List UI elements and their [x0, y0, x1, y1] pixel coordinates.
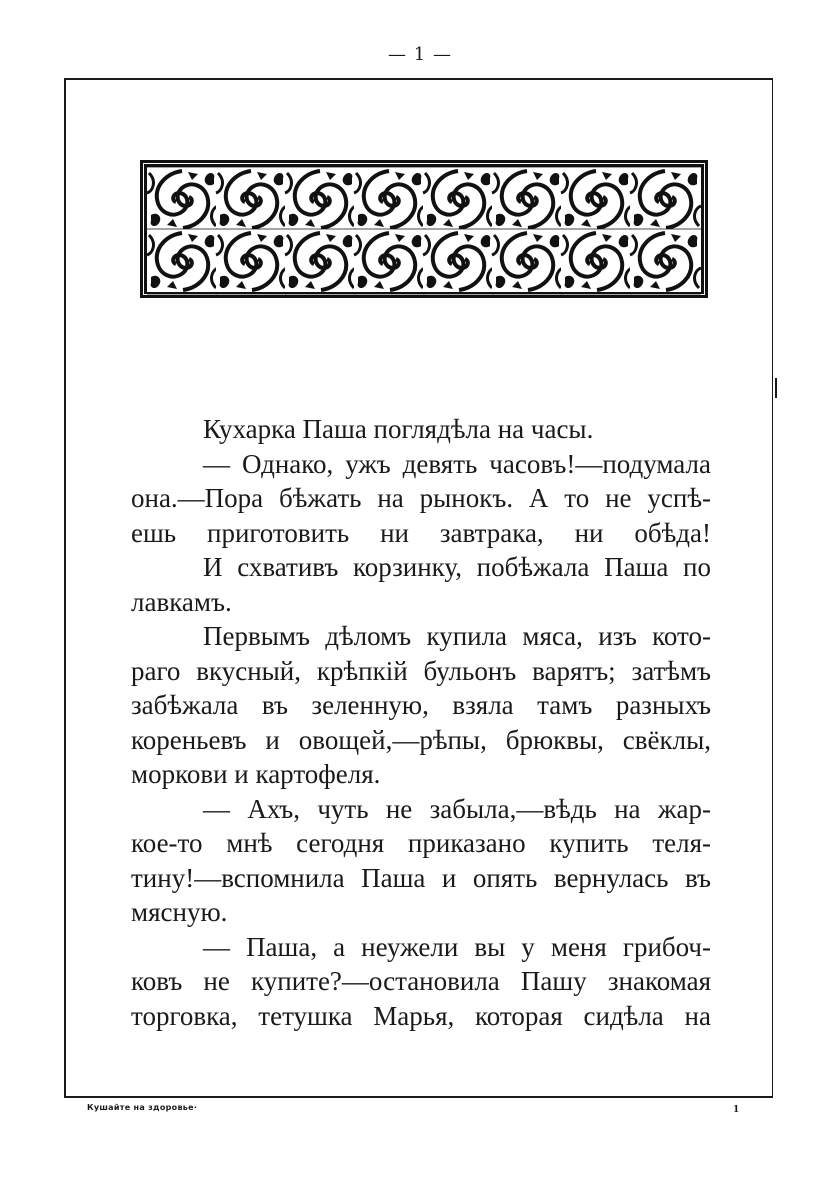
text-line: она.—Пора бѣжать на рынокъ. А то не успѣ-	[131, 483, 711, 513]
page-number: — 1 —	[388, 44, 452, 65]
text-line: Кухарка Паша поглядѣла на часы.	[203, 414, 594, 444]
text-line: лавкамъ.	[131, 586, 232, 617]
text-line: торговка, тетушка Марья, которая сидѣла на	[131, 1000, 711, 1031]
footer-signature-mark: 1	[733, 1105, 740, 1115]
text-line: ковъ не купите?—остановила Пашу знакомая	[131, 966, 711, 996]
text-line: Первымъ дѣломъ купила мяса, изъ кото-	[203, 621, 711, 651]
text-line: кореньевъ и овощей,—рѣпы, брюквы, свёклы,	[131, 724, 711, 755]
text-line: моркови и картофеля.	[131, 759, 381, 789]
footer-book-title: Кушайте на здоровье·	[87, 1103, 198, 1112]
ornamental-headpiece	[140, 160, 708, 298]
story-text	[131, 412, 711, 1033]
text-line: забѣжала въ зеленную, взяла тамъ разныхъ	[131, 690, 711, 720]
frame-edge-mark	[775, 378, 777, 398]
text-line: ешь приготовить ни завтрака, ни обѣда!	[131, 517, 711, 548]
text-line: мясную.	[131, 897, 228, 927]
text-line: И схвативъ корзинку, побѣжала Паша по	[203, 552, 711, 582]
text-line: — Паша, а неужели вы у меня грибоч-	[203, 931, 711, 962]
text-line: — Ахъ, чуть не забыла,—вѣдь на жар-	[203, 793, 711, 824]
text-line: раго вкусный, крѣпкій бульонъ варятъ; затѣмъ	[131, 655, 711, 686]
text-line: кое-то мнѣ сегодня приказано купить теля-	[131, 828, 711, 858]
text-line: — Однако, ужъ девять часовъ!—подумала	[203, 448, 711, 479]
text-line: тину!—вспомнила Паша и опять вернулась въ	[131, 862, 711, 893]
